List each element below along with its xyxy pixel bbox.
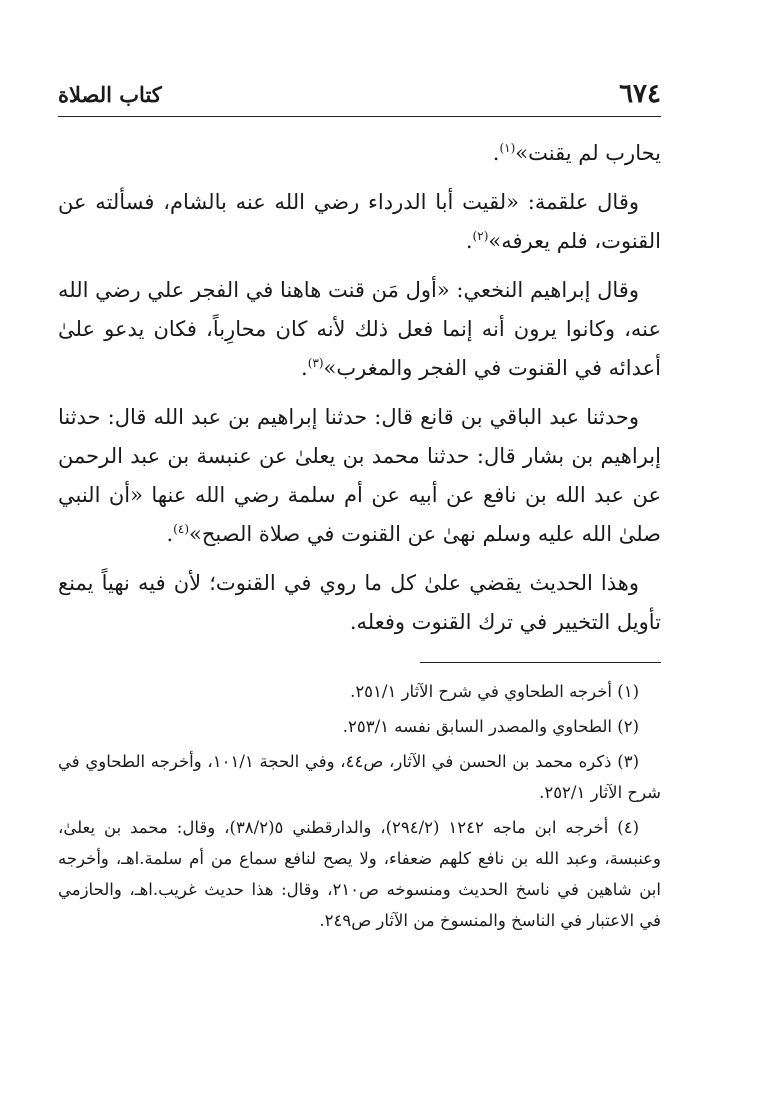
footnote-separator	[420, 662, 661, 663]
footnote-ref-4: (٤)	[173, 522, 189, 536]
paragraph-1-end: .	[492, 141, 500, 165]
paragraph-2-text: وقال علقمة: «لقيت أبا الدرداء رضي الله عنه بالشام، فسألته عن القنوت، فلم يعرفه»	[58, 190, 661, 253]
paragraph-2	[58, 183, 661, 261]
paragraph-1-text: يحارب لم يقنت»	[515, 141, 661, 165]
header-rule	[58, 116, 661, 117]
footnote-ref-2: (٢)	[472, 229, 489, 243]
page-header	[58, 78, 661, 114]
footnotes	[58, 676, 661, 940]
footnote-ref-3: (٣)	[307, 356, 324, 370]
footnote-4: (٤) أخرجه ابن ماجه ١٢٤٢ (٢٩٤/٢)، والدارقطني ٥(٣٨/٢)، وقال: محمد بن يعلىٰ، وعنبسة، وعبد الله بن نافع كلهم ضعفاء، ولا يصح لنافع سماع من أم سلمة.اهـ، وأخرجه ابن شاهين في ناسخ الحديث ومنسوخه ص٢١٠، وقال: هذا حديث غريب.اهـ، والحازمي في الاعتبار في الناسخ والمنسوخ من الآثار ص٢٤٩.	[58, 818, 661, 930]
paragraph-4-end: .	[166, 522, 174, 546]
page-number: ٦٧٤	[619, 79, 661, 109]
paragraph-2-end: .	[465, 229, 473, 253]
running-title: كتاب الصلاة	[58, 82, 162, 107]
main-text	[58, 134, 661, 652]
footnote-2: (٢) الطحاوي والمصدر السابق نفسه ٢٥٣/١.	[342, 717, 639, 736]
paragraph-5-text: وهذا الحديث يقضي علىٰ كل ما روي في القنوت؛ لأن فيه نهياً يمنع تأويل التخيير في ترك القنوت وفعله.	[58, 571, 661, 634]
paragraph-4-text: وحدثنا عبد الباقي بن قانع قال: حدثنا إبراهيم بن عبد الله قال: حدثنا إبراهيم بن بشار قال: حدثنا محمد بن يعلىٰ عن عنبسة بن عبد الرحمن عن عبد الله بن نافع عن أبيه عن أم سلمة رضي الله عنها «أن النبي صلىٰ الله عليه وسلم نهىٰ عن القنوت في صلاة الصبح»	[58, 405, 661, 546]
paragraph-4	[58, 398, 661, 554]
footnote-ref-1: (١)	[499, 141, 516, 155]
paragraph-3	[58, 271, 661, 388]
paragraph-5	[58, 564, 661, 642]
paragraph-1	[58, 134, 661, 173]
footnote-1: (١) أخرجه الطحاوي في شرح الآثار ٢٥١/١.	[350, 682, 639, 701]
footnote-3: (٣) ذكره محمد بن الحسن في الآثار، ص٤٤، وفي الحجة ١٠١/١، وأخرجه الطحاوي في شرح الآثار ٢٥٢/١.	[58, 752, 661, 802]
paragraph-3-text: وقال إبراهيم النخعي: «أول مَن قنت هاهنا في الفجر علي رضي الله عنه، وكانوا يرون أنه إنما فعل ذلك لأنه كان محارِباً، فكان يدعو علىٰ أعدائه في القنوت في الفجر والمغرب»	[58, 278, 661, 380]
paragraph-3-end: .	[301, 356, 308, 380]
